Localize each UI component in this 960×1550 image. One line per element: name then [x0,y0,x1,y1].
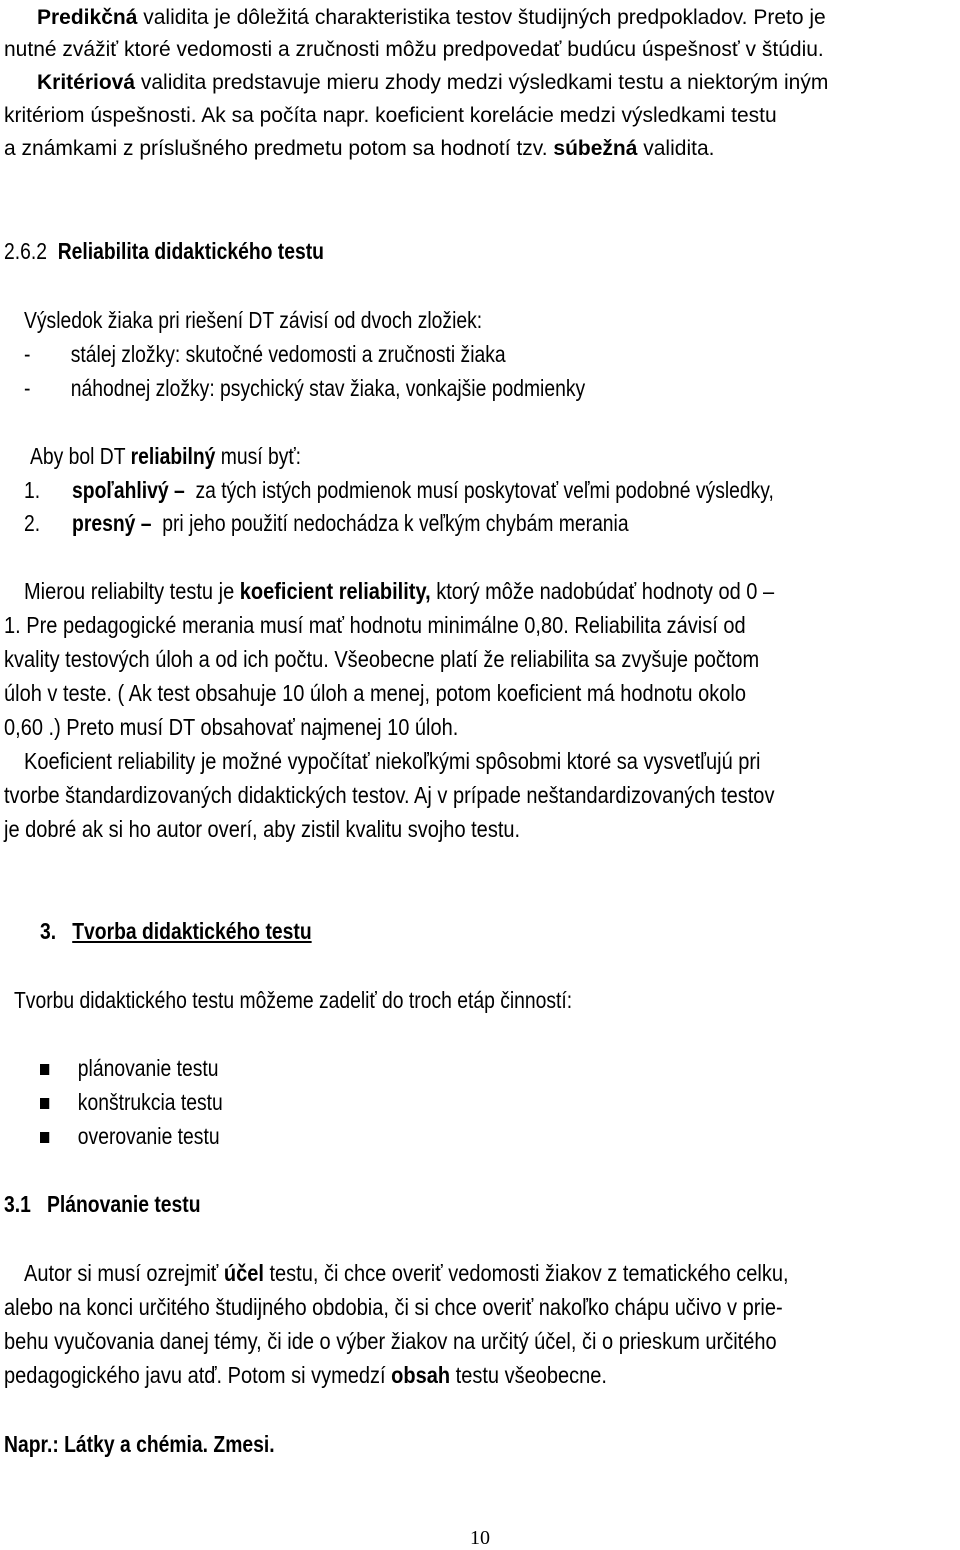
term-bold: obsah [391,1362,451,1388]
text-span: ktorý môže nadobúdať hodnoty od 0 – [430,578,775,604]
term-bold: Kritériová [37,71,136,94]
paragraph-line [24,578,774,605]
text-span: plánovanie testu [77,1055,219,1081]
list-item [24,341,506,368]
intro-line [14,987,572,1014]
term-bold: súbežná [553,137,638,160]
text-span: testu, či chce overiť vedomosti žiakov z tematického celku, [263,1260,789,1286]
section-title: Plánovanie testu [46,1191,201,1217]
paragraph-line [4,104,777,128]
requirement-line [30,443,301,470]
section-number: 2.6.2 [4,238,47,264]
item-number: 2. [24,510,41,536]
paragraph-line [37,6,826,30]
dash-bullet: - [24,375,31,401]
em-dash: – [173,477,185,503]
paragraph-line [4,612,746,639]
bullet-item [40,1089,223,1116]
text-span: validita predstavuje mieru zhody medzi výsledkami testu a niektorým iným [135,71,829,94]
paragraph-line [4,1362,607,1389]
paragraph-line [24,1260,789,1287]
text-span: validita. [637,137,715,160]
text-span: Koeficient reliability je možné vypočítať niekoľkými spôsobmi ktoré sa vysvetľujú pri [24,748,761,774]
text-span: je dobré ak si ho autor overí, aby zistil kvalitu svojho testu. [4,816,521,842]
section-number: 3.1 [4,1191,31,1217]
dash-bullet: - [24,341,31,367]
list-item [24,375,585,402]
text-span: Tvorbu didaktického testu môžeme zadeliť do troch etáp činností: [14,987,573,1013]
square-bullet-icon [40,1132,49,1143]
section-heading [4,1191,201,1218]
example-line [4,1431,275,1458]
section-number: 3. [40,918,57,944]
paragraph-line [4,38,824,62]
section-heading [4,238,324,265]
text-span: za tých istých podmienok musí poskytovať veľmi podobné výsledky, [195,477,774,503]
square-bullet-icon [40,1064,49,1075]
text-span: testu všeobecne. [450,1362,607,1388]
text-span: pedagogického javu atď. Potom si vymedzí [4,1362,392,1388]
paragraph-line [4,137,714,161]
text-span: Mierou reliabilty testu je [24,578,240,604]
numbered-item [24,477,774,504]
paragraph-line [37,71,828,95]
term-bold: spoľahlivý [72,477,169,503]
text-span: overovanie testu [77,1123,220,1149]
paragraph-line [4,816,520,843]
text-span: úloh v teste. ( Ak test obsahuje 10 úloh a menej, potom koeficient má hodnotu okolo [4,680,746,706]
paragraph-line [4,1328,777,1355]
text-span: validita je dôležitá charakteristika testov študijných predpokladov. Preto je [137,6,826,29]
term-bold: koeficient reliability, [239,578,431,604]
text-span: stálej zložky: skutočné vedomosti a zručnosti žiaka [70,341,506,367]
term-bold: reliabilný [130,443,216,469]
text-span: nutné zvážiť ktoré vedomosti a zručnosti môžu predpovedať budúcu úspešnosť v štúdiu. [4,38,824,61]
em-dash: – [140,510,152,536]
section-heading [40,918,312,945]
term-bold: Predikčná [37,6,138,29]
text-span: tvorbe štandardizovaných didaktických testov. Aj v prípade neštandardizovaných testov [4,782,775,808]
item-number: 1. [24,477,41,503]
text-span: konštrukcia testu [77,1089,223,1115]
text-span: kritériom úspešnosti. Ak sa počíta napr. koeficient korelácie medzi výsledkami testu [4,104,777,127]
page-number: 10 [470,1527,490,1549]
text-span: behu vyučovania danej témy, či ide o výber žiakov na určitý účel, či o prieskum určitého [4,1328,777,1354]
paragraph-line [4,680,746,707]
section-title: Reliabilita didaktického testu [57,238,324,264]
intro-line [24,307,482,334]
term-bold: presný [72,510,136,536]
square-bullet-icon [40,1098,49,1109]
text-span: 1. Pre pedagogické merania musí mať hodnotu minimálne 0,80. Reliabilita závisí od [4,612,746,638]
text-span: Výsledok žiaka pri riešení DT závisí od dvoch zložiek: [24,307,483,333]
example-text: Napr.: Látky a chémia. Zmesi. [4,1431,275,1457]
paragraph-line [4,782,774,809]
paragraph-line [24,748,761,775]
paragraph-line [4,714,458,741]
paragraph-line [4,1294,783,1321]
term-bold: účel [223,1260,264,1286]
bullet-item [40,1123,220,1150]
text-span: alebo na konci určitého študijného obdobia, či si chce overiť nakoľko chápu učivo v prie- [4,1294,783,1320]
text-span: náhodnej zložky: psychický stav žiaka, vonkajšie podmienky [70,375,586,401]
section-title: Tvorba didaktického testu [72,918,312,944]
text-span: kvality testových úloh a od ich počtu. Všeobecne platí že reliabilita sa zvyšuje počtom [4,646,760,672]
text-span: a známkami z príslušného predmetu potom sa hodnotí tzv. [4,137,554,160]
text-span: Autor si musí ozrejmiť [24,1260,224,1286]
text-span: Aby bol DT [30,443,131,469]
paragraph-line [4,646,759,673]
numbered-item [24,510,629,537]
text-span: 0,60 .) Preto musí DT obsahovať najmenej 10 úloh. [4,714,459,740]
text-span: pri jeho použití nedochádza k veľkým chybám merania [162,510,629,536]
bullet-item [40,1055,219,1082]
text-span: musí byť: [215,443,302,469]
